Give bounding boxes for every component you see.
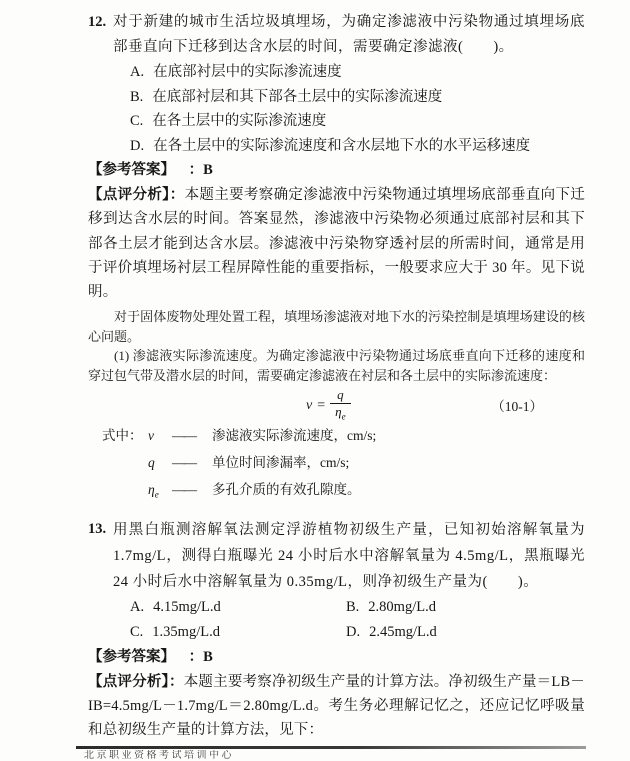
em-dash: —— xyxy=(172,481,195,497)
analysis-body: 本题主要考察净初级生产量的计算方法。净初级生产量＝LB－IB=4.5mg/L－1.7mg/L＝2.80mg/L.d。考生务必理解记忆之，还应记忆呼吸量和总初级生产量的计算方法，见下： xyxy=(88,673,585,739)
option-text: 1.35mg/L.d xyxy=(152,623,220,640)
symbol-description: 单位时间渗漏率，cm/s; xyxy=(212,455,350,471)
option-text: 在各土层中的实际渗流速度 xyxy=(152,113,327,129)
option-text: 在底部衬层中的实际渗流速度 xyxy=(153,64,342,80)
option-label: A. xyxy=(130,64,145,80)
where-row-v xyxy=(102,425,585,452)
note-block xyxy=(88,307,585,385)
where-row-eta xyxy=(102,479,585,506)
option-text: 2.45mg/L.d xyxy=(369,623,437,640)
option-label: A. xyxy=(130,598,145,615)
page-content xyxy=(88,10,585,742)
symbol-description: 渗滤液实际渗流速度，cm/s; xyxy=(212,428,377,444)
analysis-paragraph-q13 xyxy=(88,670,585,743)
question-12-stem-row xyxy=(88,10,585,60)
question-13-number: 13. xyxy=(88,520,107,537)
option-text: 在底部衬层和其下部各土层中的实际渗流速度 xyxy=(152,88,443,105)
option-label: D. xyxy=(130,137,145,154)
question-12-stem: 对于新建的城市生活垃圾填埋场，为确定渗滤液中污染物通过填埋场底部垂直向下迁移到达含水层的时间，需要确定渗滤液( )。 xyxy=(113,14,585,55)
question-13-stem: 用黑白瓶测溶解氧法测定浮游植物初级生产量，已知初始溶解氧量为 1.7mg/L，测得白瓶曝光 24 小时后水中溶解氧量为 4.5mg/L，黑瓶曝光 24 小时后水中溶解氧量为 0.35mg/L，则净初级生产量为( )。 xyxy=(113,521,585,590)
option-text: 在各土层中的实际渗流速度和含水层地下水的水平运移速度 xyxy=(153,137,531,154)
question-12-options xyxy=(88,60,585,158)
option-text: 4.15mg/L.d xyxy=(153,598,221,615)
option-row-c xyxy=(130,620,346,645)
formula-10-1 xyxy=(306,387,351,425)
option-label: B. xyxy=(130,88,144,105)
option-row-a xyxy=(130,595,346,620)
answer-value: ：B xyxy=(188,162,213,178)
option-label: C. xyxy=(130,113,144,129)
fraction-denominator: $\eta_e$ xyxy=(335,404,346,423)
note-paragraph-1: 对于固体废物处理处置工程，填埋场渗滤液对地下水的污染控制是填埋场建设的核心问题。 xyxy=(88,309,585,344)
symbol-v: v xyxy=(148,428,154,444)
question-12 xyxy=(88,10,585,506)
option-row-d xyxy=(130,134,585,159)
fraction-numerator: q xyxy=(330,387,351,404)
footer-partial-text: 北京职业资格考试培训中心 xyxy=(84,750,234,759)
where-row-q xyxy=(102,452,585,479)
analysis-heading: 【点评分析】： xyxy=(88,187,185,203)
option-label: D. xyxy=(346,623,361,640)
answer-line-q13 xyxy=(88,645,585,670)
footer-rule xyxy=(76,746,586,749)
equation-number: （10-1） xyxy=(491,399,543,415)
question-12-number: 12. xyxy=(88,14,107,30)
where-clause xyxy=(88,425,585,505)
formula-fraction xyxy=(330,387,351,425)
formula-block xyxy=(88,387,585,423)
where-prefix: 式中： xyxy=(102,428,143,444)
answer-line-q12 xyxy=(88,158,585,183)
option-row-c xyxy=(130,109,585,134)
question-13-options xyxy=(130,595,585,645)
question-13 xyxy=(88,517,585,743)
option-row-a xyxy=(130,60,585,85)
symbol-eta-e: $\eta_e$ xyxy=(148,481,159,500)
symbol-q: q xyxy=(148,455,155,471)
option-label: B. xyxy=(346,598,360,615)
option-row-b xyxy=(346,595,585,620)
option-row-d xyxy=(346,620,585,645)
option-text: 2.80mg/L.d xyxy=(368,598,436,615)
answer-value: ：B xyxy=(188,648,213,665)
formula-lhs: ν xyxy=(306,398,313,414)
note-paragraph-2: (1) 渗滤液实际渗流速度。为确定渗滤液中污染物通过场底垂直向下迁移的速度和穿过包气带及潜水层的时间，需要确定渗滤液在衬层和各土层中的实际渗流速度： xyxy=(88,348,585,383)
question-13-stem-row xyxy=(88,517,585,595)
analysis-body: 本题主要考察确定渗滤液中污染物通过填埋场底部垂直向下迁移到达含水层的时间。答案显然，渗滤液中污染物必须通过底部衬层和其下部各土层才能到达含水层。渗滤液中污染物穿透衬层的所需时间，通常是用于评价填埋场衬层工程屏障性能的重要指标，一般要求应大于 30 年。见下说明。 xyxy=(88,187,585,301)
em-dash: —— xyxy=(172,455,195,471)
formula-equals: = xyxy=(317,398,326,414)
where-prefix-spacer xyxy=(102,452,148,479)
option-row-b xyxy=(130,85,585,110)
option-label: C. xyxy=(130,623,144,640)
analysis-paragraph-q12 xyxy=(88,183,585,304)
symbol-description: 多孔介质的有效孔隙度。 xyxy=(212,481,361,497)
where-prefix-spacer xyxy=(102,479,148,506)
analysis-heading: 【点评分析】： xyxy=(88,673,184,690)
answer-heading: 【参考答案】 xyxy=(88,648,175,665)
em-dash: —— xyxy=(172,428,195,444)
answer-heading: 【参考答案】 xyxy=(88,162,175,178)
